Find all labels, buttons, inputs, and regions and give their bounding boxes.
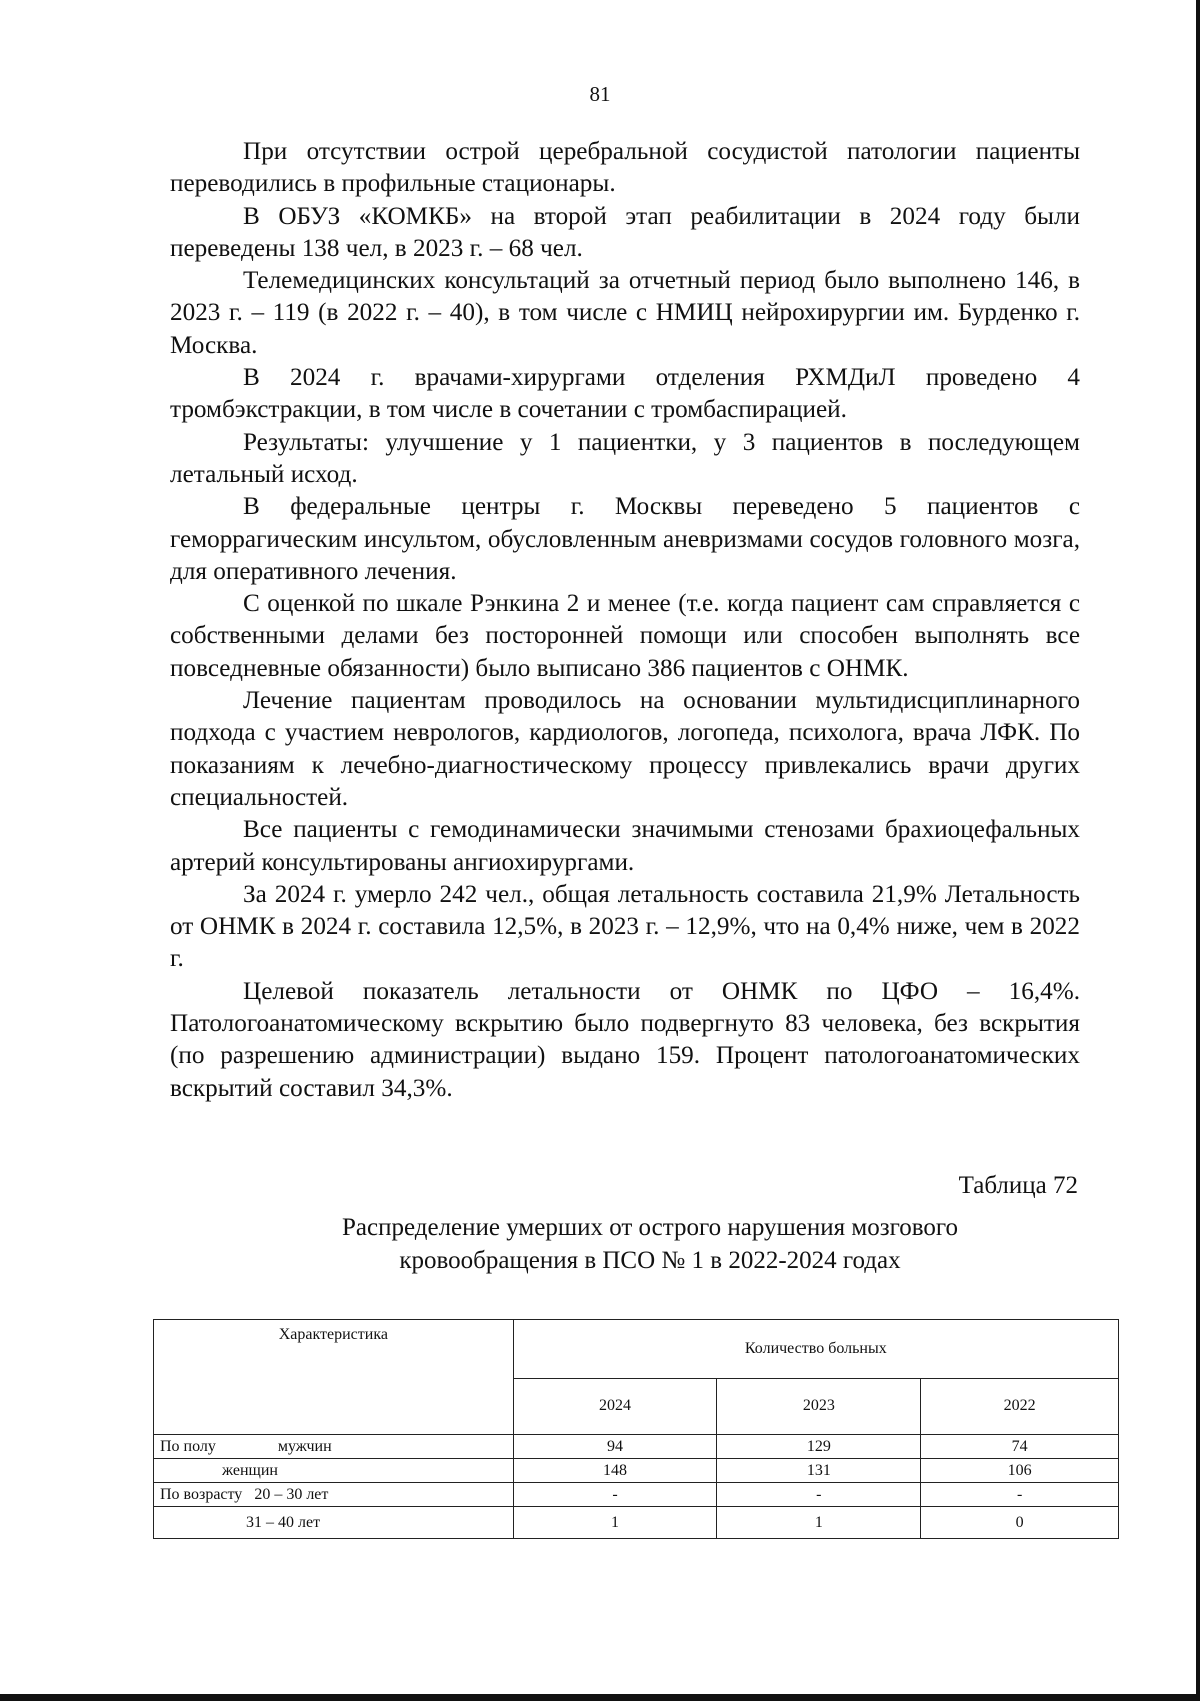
paragraph: С оценкой по шкале Рэнкина 2 и менее (т.е. когда пациент сам справляется с собственными делами без посторонней помощи или способен выполнять все повседневные обязанности) было выписано 386 пациентов с ОНМК. — [170, 590, 1080, 682]
table-cell: 0 — [921, 1507, 1119, 1539]
scan-edge-right — [1196, 0, 1200, 1701]
table-cell: 1 — [513, 1507, 717, 1539]
table-cell: - — [717, 1483, 921, 1507]
table-label: Таблица 72 — [958, 1172, 1078, 1199]
page-number: 81 — [589, 82, 611, 106]
row-sublabel: женщин — [222, 1461, 278, 1479]
header-year: 2024 — [513, 1378, 717, 1434]
header-year: 2022 — [921, 1378, 1119, 1434]
row-label — [154, 1483, 514, 1507]
paragraph: В ОБУЗ «КОМКБ» на второй этап реабилитации в 2024 году были переведены 138 чел, в 2023 г. – 68 чел. — [170, 202, 1080, 262]
row-sublabel: мужчин — [277, 1437, 332, 1455]
table-cell: 1 — [717, 1507, 921, 1539]
table-cell: 148 — [513, 1459, 717, 1483]
table-cell: - — [513, 1483, 717, 1507]
paragraph: За 2024 г. умерло 242 чел., общая летальность составила 21,9% Летальность от ОНМК в 2024 г. составила 12,5%, в 2023 г. – 12,9%, что на 0,4% ниже, чем в 2022 г. — [170, 880, 1080, 973]
paragraph: В 2024 г. врачами-хирургами отделения РХМДиЛ проведено 4 тромбэкстракции, в том числе в сочетании с тромбаспирацией. — [170, 364, 1080, 424]
header-count: Количество больных — [513, 1320, 1118, 1379]
scan-edge-bottom — [0, 1694, 1200, 1701]
table-cell: 74 — [921, 1435, 1119, 1459]
row-sublabel: 31 – 40 лет — [246, 1513, 321, 1531]
row-label — [154, 1507, 514, 1539]
header-year: 2023 — [717, 1378, 921, 1434]
table-cell: 94 — [513, 1435, 717, 1459]
table-cell: 129 — [717, 1435, 921, 1459]
table-cell: 131 — [717, 1459, 921, 1483]
row-label — [154, 1459, 514, 1483]
paragraph: В федеральные центры г. Москвы переведено 5 пациентов с геморрагическим инсультом, обусловленным аневризмами сосудов головного мозга, для оперативного лечения. — [170, 493, 1080, 585]
table-cell: - — [921, 1483, 1119, 1507]
table-title — [290, 1211, 1010, 1277]
table-title-line-2: кровообращения в ПСО № 1 в 2022-2024 годах — [399, 1247, 901, 1274]
paragraph: Телемедицинских консультаций за отчетный период было выполнено 146, в 2023 г. – 119 (в 2022 г. – 40), в том числе с НМИЦ нейрохирургии им. Бурденко г. Москва. — [170, 267, 1080, 359]
table-row — [154, 1459, 1119, 1483]
paragraph: Лечение пациентам проводилось на основании мультидисциплинарного подхода с участием неврологов, кардиологов, логопеда, психолога, врача ЛФК. По показаниям к лечебно-диагностическому процессу привлекались врачи других специальностей. — [170, 687, 1080, 811]
header-characteristic: Характеристика — [154, 1320, 514, 1435]
body-text — [170, 136, 1080, 1105]
row-label — [154, 1435, 514, 1459]
paragraph: Все пациенты с гемодинамически значимыми стенозами брахиоцефальных артерий консультированы ангиохирургами. — [170, 816, 1080, 876]
table-row — [154, 1435, 1119, 1459]
mortality-table — [153, 1319, 1119, 1539]
paragraph: Результаты: улучшение у 1 пациентки, у 3 пациентов в последующем летальный исход. — [170, 428, 1080, 488]
paragraph: При отсутствии острой церебральной сосудистой патологии пациенты переводились в профильные стационары. — [170, 138, 1080, 198]
paragraph: Целевой показатель летальности от ОНМК по ЦФО – 16,4%. Патологоанатомическому вскрытию было подвергнуто 83 человека, без вскрытия (по разрешению администрации) выдано 159. Процент патологоанатомических вскрытий составил 34,3%. — [170, 977, 1080, 1102]
table-cell: 106 — [921, 1459, 1119, 1483]
row-sublabel: 20 – 30 лет — [254, 1485, 329, 1503]
table-title-line-1: Распределение умерших от острого нарушения мозгового — [342, 1214, 958, 1241]
row-group: По полу — [160, 1437, 216, 1455]
row-group: По возрасту — [160, 1485, 243, 1503]
table-row — [154, 1483, 1119, 1507]
table-row — [154, 1507, 1119, 1539]
